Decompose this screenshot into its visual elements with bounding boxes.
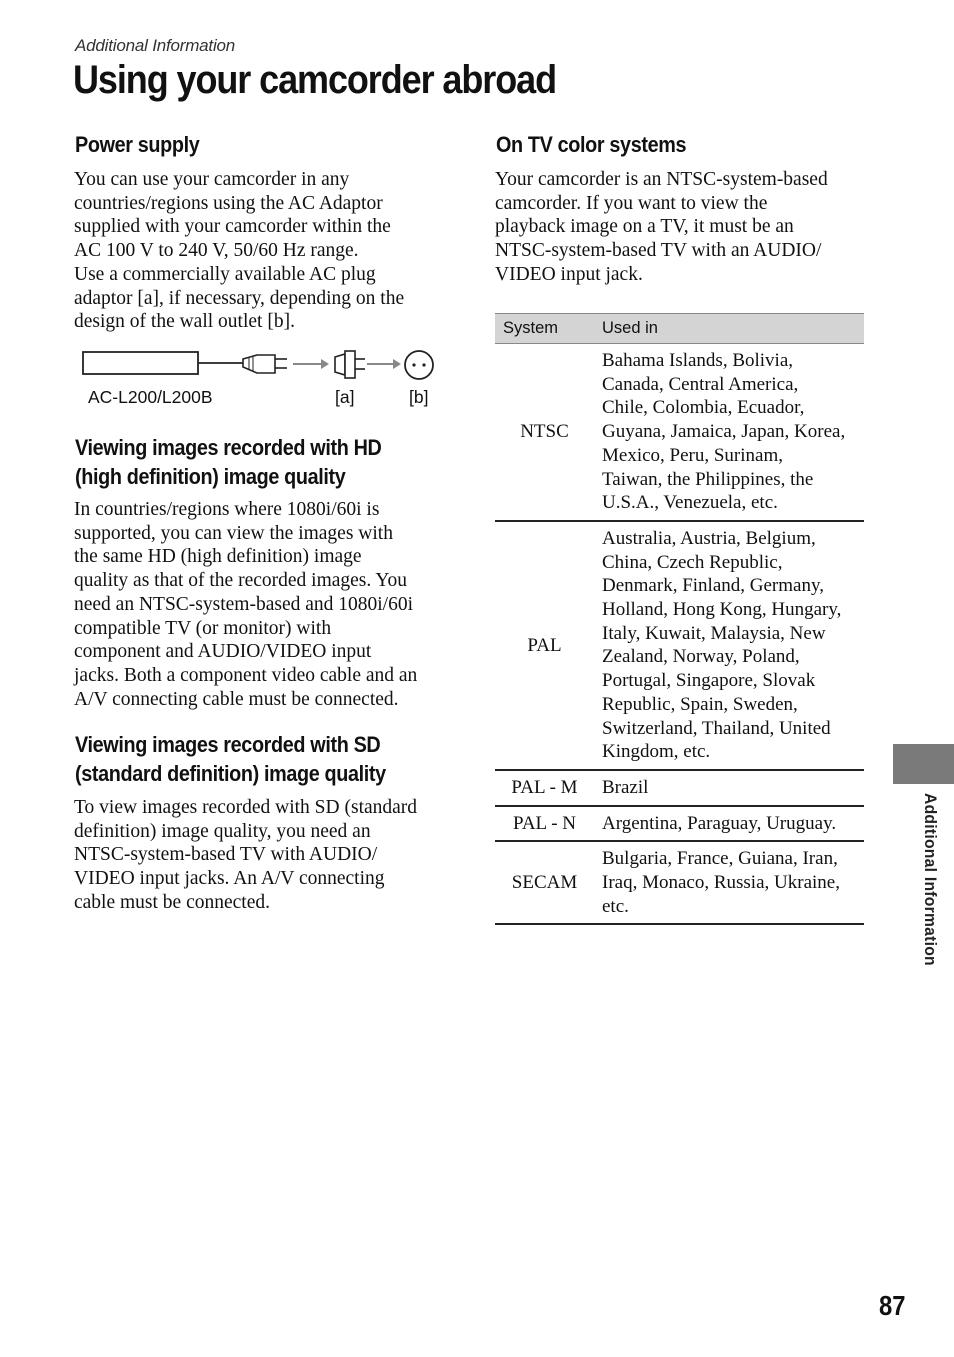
power-supply-text: You can use your camcorder in any countries/regions using the AC Adaptor supplied with your camcorder within the AC 100 V to 240 V, 50/60 Hz range. Use a commercially available AC plug adaptor [a], if necessary, depending on the design of the wall outlet [b]. bbox=[74, 169, 405, 333]
table-row bbox=[495, 770, 864, 806]
ac-adaptor-illustration bbox=[75, 345, 445, 385]
hd-heading-line2: (high definition) image quality bbox=[75, 464, 346, 489]
page-title: Using your camcorder abroad bbox=[73, 58, 556, 102]
power-supply-heading: Power supply bbox=[75, 132, 200, 157]
table-header-row bbox=[495, 314, 864, 344]
sd-heading-line1: Viewing images recorded with SD bbox=[75, 732, 381, 757]
table-row bbox=[495, 841, 864, 924]
side-tab-label: Additional Information bbox=[921, 793, 940, 966]
hd-heading-line1: Viewing images recorded with HD bbox=[75, 435, 382, 460]
ac-adaptor-diagram bbox=[75, 345, 445, 415]
adaptor-model-label: AC-L200/L200B bbox=[88, 387, 213, 407]
tv-systems-text: Your camcorder is an NTSC-system-based camcorder. If you want to view the playback image on a TV, it must be an NTSC-system-based TV with an AUDIO/ VIDEO input jack. bbox=[495, 169, 828, 285]
system-cell: PAL bbox=[495, 521, 594, 770]
table-row bbox=[495, 521, 864, 770]
tv-systems-table bbox=[495, 313, 864, 925]
used-in-cell: Bahama Islands, Bolivia, Canada, Central America, Chile, Colombia, Ecuador, Guyana, Jamaica, Japan, Korea, Mexico, Peru, Surinam, Taiwan, the Philippines, the U.S.A., Venezuela, etc. bbox=[594, 344, 864, 521]
used-in-cell: Bulgaria, France, Guiana, Iran, Iraq, Monaco, Russia, Ukraine, etc. bbox=[594, 841, 864, 924]
sd-heading-line2: (standard definition) image quality bbox=[75, 761, 386, 786]
hd-text: In countries/regions where 1080i/60i is supported, you can view the images with the same HD (high definition) image quality as that of the recorded images. You need an NTSC-system-based and 1080i/60i compatible TV (or monitor) with component and AUDIO/VIDEO input jacks. Both a component video cable and an A/V connecting cable must be connected. bbox=[74, 499, 418, 710]
system-cell: NTSC bbox=[495, 344, 594, 521]
sd-text: To view images recorded with SD (standard definition) image quality, you need an NTSC-system-based TV with AUDIO/ VIDEO input jacks. An A/V connecting cable must be connected. bbox=[74, 797, 418, 913]
tv-systems-heading: On TV color systems bbox=[496, 132, 687, 157]
column-header-used-in: Used in bbox=[594, 314, 864, 344]
table-row bbox=[495, 806, 864, 842]
wall-outlet-label: [b] bbox=[409, 387, 429, 407]
plug-adaptor-label: [a] bbox=[335, 387, 355, 407]
system-cell: SECAM bbox=[495, 841, 594, 924]
used-in-cell: Argentina, Paraguay, Uruguay. bbox=[594, 806, 864, 842]
page-number: 87 bbox=[879, 1290, 906, 1321]
section-label: Additional Information bbox=[75, 36, 236, 55]
column-header-system: System bbox=[495, 314, 594, 344]
side-tab-marker bbox=[893, 744, 954, 784]
used-in-cell: Australia, Austria, Belgium, China, Czech Republic, Denmark, Finland, Germany, Holland, Hong Kong, Hungary, Italy, Kuwait, Malaysia, New Zealand, Norway, Poland, Portugal, Singapore, Slovak Republic, Spain, Sweden, Switzerland, Thailand, United Kingdom, etc. bbox=[594, 521, 864, 770]
used-in-cell: Brazil bbox=[594, 770, 864, 806]
table-row bbox=[495, 344, 864, 521]
system-cell: PAL - N bbox=[495, 806, 594, 842]
system-cell: PAL - M bbox=[495, 770, 594, 806]
